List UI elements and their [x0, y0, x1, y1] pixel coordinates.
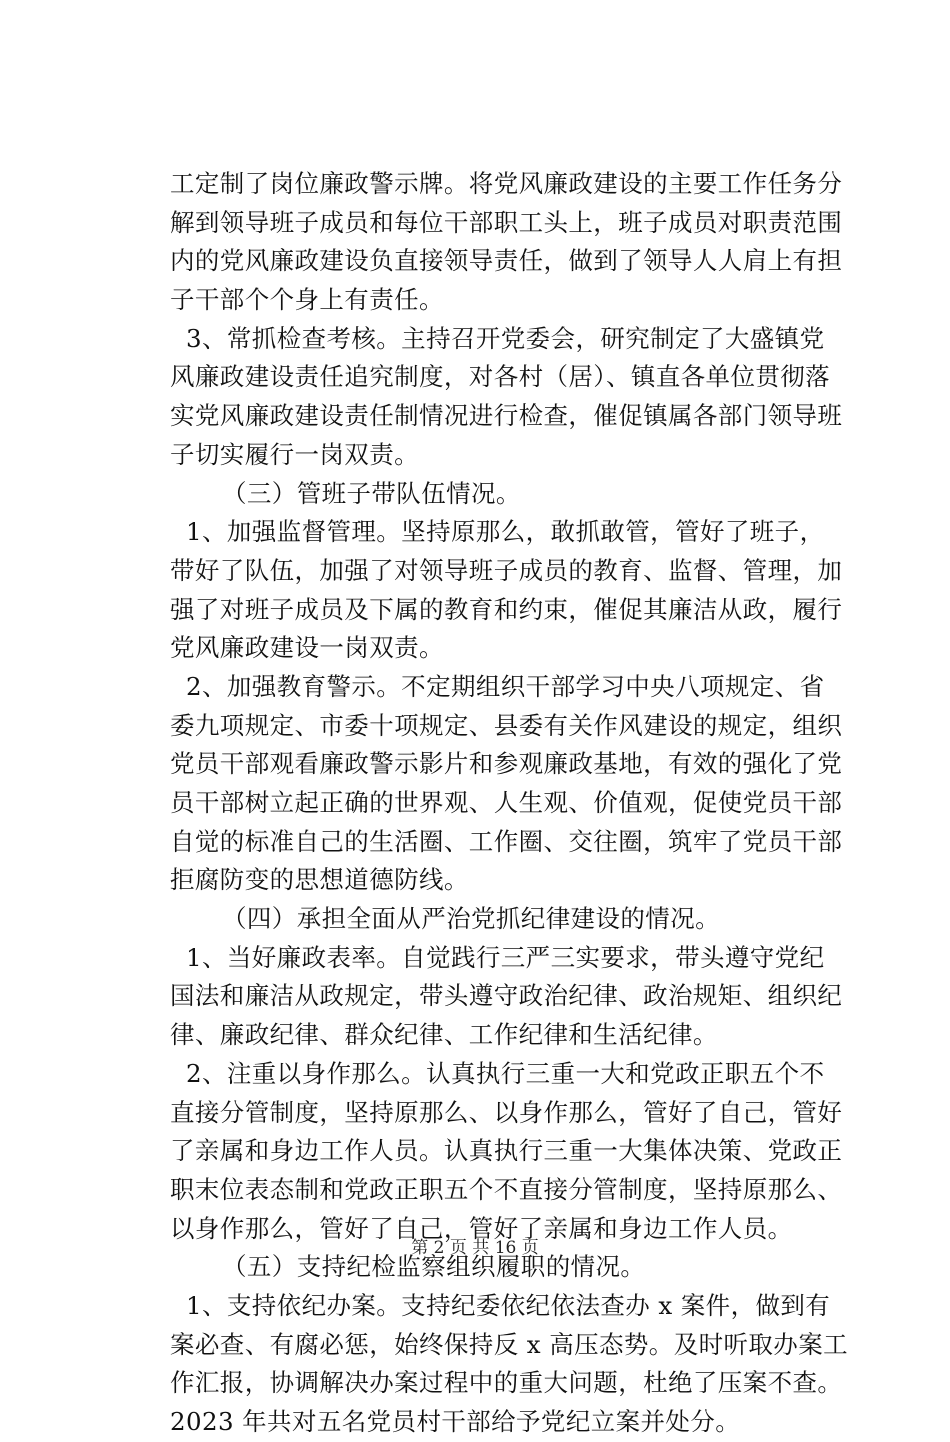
text-line: 解到领导班子成员和每位干部职工头上，班子成员对职责范围 [170, 207, 843, 237]
text-line: 直接分管制度，坚持原那么、以身作那么，管好了自己，管好 [170, 1097, 843, 1127]
text-line: 子切实履行一岗双责。 [170, 439, 419, 469]
text-line: 2023 年共对五名党员村干部给予党纪立案并处分。 [170, 1407, 741, 1436]
text-line: （三）管班子带队伍情况。 [222, 478, 521, 508]
text-line: 拒腐防变的思想道德防线。 [170, 865, 469, 895]
text-line: 工定制了岗位廉政警示牌。将党风廉政建设的主要工作任务分 [170, 169, 843, 198]
text-line: 作汇报，协调解决办案过程中的重大问题，杜绝了压案不查。 [170, 1368, 843, 1398]
text-line: 律、廉政纪律、群众纪律、工作纪律和生活纪律。 [170, 1020, 718, 1050]
text-line: 1、支持依纪办案。支持纪委依纪依法查办 x 案件，做到有 [186, 1290, 831, 1320]
text-line: 2、注重以身作那么。认真执行三重一大和党政正职五个不 [186, 1058, 825, 1088]
text-line: 以身作那么，管好了自己，管好了亲属和身边工作人员。 [170, 1213, 793, 1243]
text-line: 内的党风廉政建设负直接领导责任，做到了领导人人肩上有担 [170, 246, 843, 276]
text-line: 1、加强监督管理。坚持原那么，敢抓敢管，管好了班子， [186, 517, 825, 547]
text-line: 了亲属和身边工作人员。认真执行三重一大集体决策、党政正 [170, 1136, 843, 1166]
text-line: 实党风廉政建设责任制情况进行检查，催促镇属各部门领导班 [170, 401, 843, 431]
text-line: （五）支持纪检监察组织履职的情况。 [222, 1252, 646, 1282]
text-line: 3、常抓检查考核。主持召开党委会，研究制定了大盛镇党 [186, 323, 825, 353]
text-line: 员干部树立起正确的世界观、人生观、价值观，促使党员干部 [170, 788, 843, 817]
text-line: 案必查、有腐必惩，始终保持反 x 高压态势。及时听取办案工 [170, 1329, 848, 1359]
text-line: 自觉的标准自己的生活圈、工作圈、交往圈，筑牢了党员干部 [170, 826, 843, 856]
text-line: 1、当好廉政表率。自觉践行三严三实要求，带头遵守党纪 [186, 942, 825, 972]
text-line: 风廉政建设责任追究制度，对各村（居）、镇直各单位贯彻落 [170, 362, 831, 392]
text-line: 子干部个个身上有责任。 [170, 285, 444, 315]
text-line: 国法和廉洁从政规定，带头遵守政治纪律、政治规矩、组织纪 [170, 981, 843, 1011]
text-line: 党风廉政建设一岗双责。 [170, 633, 444, 663]
text-line: 2、加强教育警示。不定期组织干部学习中央八项规定、省 [186, 671, 825, 701]
text-line: （四）承担全面从严治党抓纪律建设的情况。 [222, 904, 720, 934]
text-line: 党员干部观看廉政警示影片和参观廉政基地，有效的强化了党 [170, 749, 843, 779]
text-line: 职末位表态制和党政正职五个不直接分管制度，坚持原那么、 [170, 1174, 843, 1204]
page-footer: 第 2 页 共 16 页 [411, 1238, 539, 1258]
text-line: 委九项规定、市委十项规定、县委有关作风建设的规定，组织 [170, 710, 843, 740]
text-line: 带好了队伍，加强了对领导班子成员的教育、监督、管理，加 [170, 555, 843, 585]
text-line: 强了对班子成员及下属的教育和约束，催促其廉洁从政，履行 [170, 594, 843, 624]
